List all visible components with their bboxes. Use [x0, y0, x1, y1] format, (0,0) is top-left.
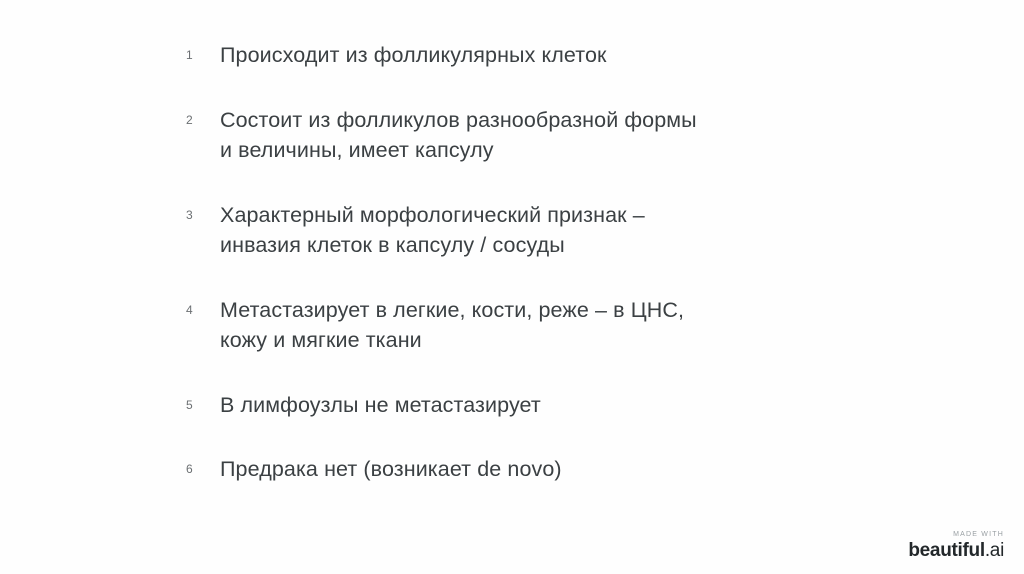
brand-name-main: beautiful	[908, 540, 985, 561]
list-item	[186, 390, 906, 421]
list-item-text	[220, 200, 645, 261]
list-item-line: и величины, имеет капсулу	[220, 138, 494, 163]
list-item	[186, 40, 906, 71]
list-item-line: инвазия клеток в капсулу / сосуды	[220, 233, 565, 258]
numbered-list	[186, 40, 906, 519]
list-item-number: 4	[186, 302, 193, 317]
list-item	[186, 105, 906, 166]
brand-name	[908, 540, 1004, 562]
list-item-line: Характерный морфологический признак –	[220, 202, 645, 227]
list-item-line: Происходит из фолликулярных клеток	[220, 43, 607, 67]
list-item-line: В лимфоузлы не метастазирует	[220, 392, 541, 417]
list-item-number: 2	[186, 112, 193, 127]
brand-made-with-label: MADE WITH	[953, 531, 1004, 538]
list-item-number: 5	[186, 397, 193, 412]
list-item-line: кожу и мягкие ткани	[220, 328, 422, 353]
list-item-line: Метастазирует в легкие, кости, реже – в ЦНС,	[220, 297, 685, 322]
list-item	[186, 454, 906, 485]
list-item-number: 3	[186, 207, 193, 222]
list-item	[186, 200, 906, 261]
list-item-text	[220, 454, 562, 485]
list-item-text	[220, 40, 607, 71]
list-item-text	[220, 105, 697, 166]
list-item-text	[220, 295, 684, 356]
list-item-line: Состоит из фолликулов разнообразной формы	[220, 107, 697, 132]
list-item-number: 6	[186, 462, 193, 477]
list-item-line: Предрака нет (возникает de novo)	[220, 457, 562, 482]
list-item-number: 1	[186, 48, 193, 62]
brand-name-suffix: .ai	[984, 540, 1004, 561]
brand-watermark	[908, 531, 1004, 562]
list-item	[186, 295, 906, 356]
list-item-text	[220, 390, 541, 421]
